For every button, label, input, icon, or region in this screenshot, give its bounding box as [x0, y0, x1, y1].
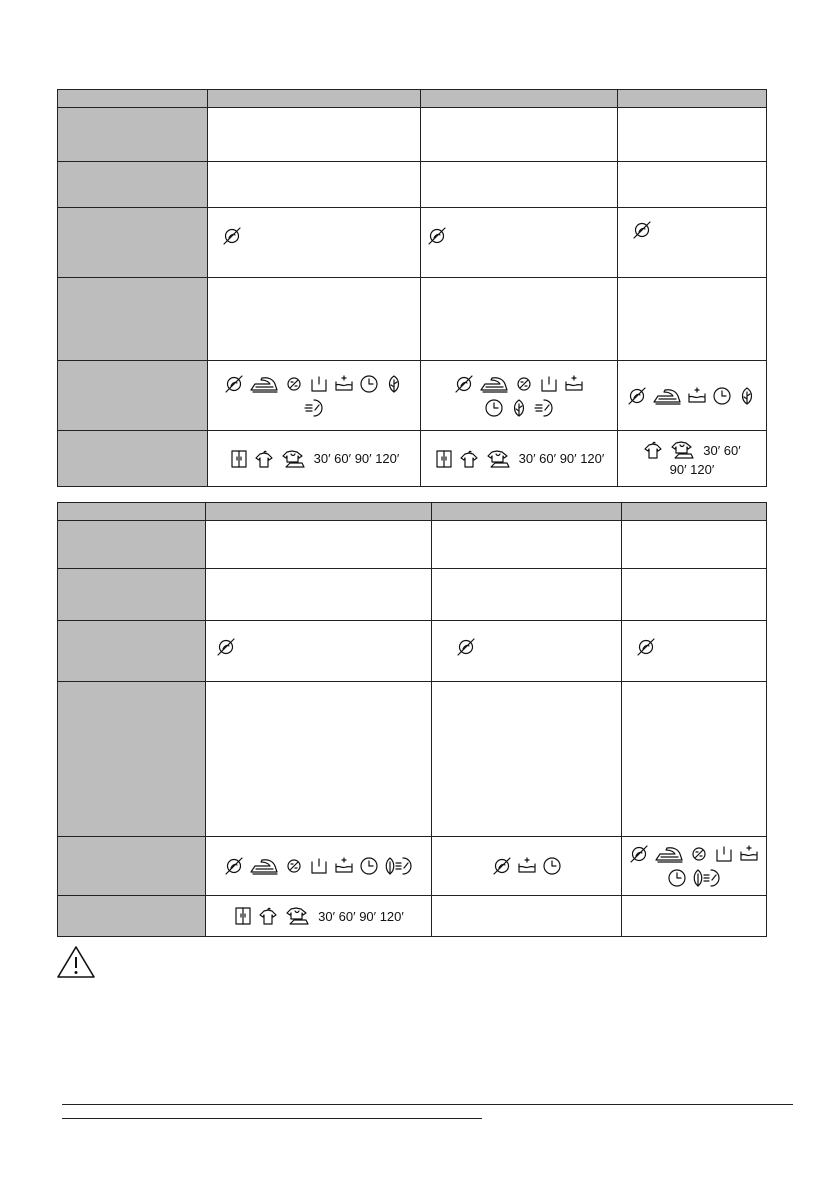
icon-group: [618, 216, 766, 244]
duration-options: 30′ 60′: [703, 442, 741, 458]
extra-rinse-icon: [334, 374, 354, 394]
row-label-cell: [58, 621, 206, 682]
table-cell: [618, 108, 767, 162]
table-cell: [208, 162, 421, 208]
no-spin-icon: [216, 637, 236, 657]
row-label-cell: [58, 569, 206, 621]
table-row: [58, 162, 767, 208]
table-row: [58, 431, 767, 487]
table-cell: [208, 208, 421, 278]
easy-iron-icon: [654, 844, 684, 864]
icon-group: [421, 222, 617, 250]
eco-leaf-icon: [737, 386, 757, 406]
footer-rule: [62, 1104, 793, 1105]
extra-rinse-icon: [564, 374, 584, 394]
quick-icon: [534, 398, 554, 418]
table-cell: [622, 896, 767, 937]
table-cell: [432, 682, 622, 837]
icon-set: [643, 440, 698, 460]
delay-timer-icon: [359, 374, 379, 394]
table-row: [58, 621, 767, 682]
delay-timer-icon: [542, 856, 562, 876]
table-header-row: [58, 90, 767, 108]
program-table-1: [57, 89, 767, 487]
header-cell: [622, 503, 767, 521]
icon-group: [208, 222, 420, 250]
table-cell: [206, 569, 432, 621]
eco-quick-icon: [384, 856, 414, 876]
table-cell: [622, 521, 767, 569]
table-cell: [618, 278, 767, 361]
table-cell: [622, 682, 767, 837]
icon-group: [432, 852, 621, 880]
shirt-hanger-icon: [258, 906, 278, 926]
table-cell: [206, 896, 432, 937]
no-spin-icon: [492, 856, 512, 876]
table-cell: [421, 162, 618, 208]
shirt-iron-icon: [279, 449, 309, 469]
no-spin-icon: [627, 386, 647, 406]
row-label-cell: [58, 521, 206, 569]
pre-wash-icon: [309, 374, 329, 394]
eco-leaf-icon: [509, 398, 529, 418]
extra-rinse-icon: [687, 386, 707, 406]
row-label-cell: [58, 208, 208, 278]
table-header-row: [58, 503, 767, 521]
table-cell: [622, 569, 767, 621]
table-row: [58, 896, 767, 937]
no-spin-icon: [456, 637, 476, 657]
row-label-cell: [58, 162, 208, 208]
table-cell: [618, 361, 767, 431]
pre-wash-icon: [714, 844, 734, 864]
eco-quick-icon: [692, 868, 722, 888]
table-cell: [622, 837, 767, 896]
shirt-hanger-icon: [254, 449, 274, 469]
row-label-cell: [58, 837, 206, 896]
icon-group: [618, 382, 766, 410]
row-label-cell: [58, 682, 206, 837]
no-spin-icon: [636, 637, 656, 657]
no-spin-icon: [454, 374, 474, 394]
easy-iron-icon: [249, 856, 279, 876]
table-cell: [421, 431, 618, 487]
icon-group: [622, 840, 766, 892]
icon-set: [229, 449, 309, 469]
table-cell: [432, 621, 622, 682]
delay-timer-icon: [667, 868, 687, 888]
icon-group: [432, 633, 621, 661]
extra-rinse-icon: [334, 856, 354, 876]
icon-group: [421, 370, 617, 422]
icon-group: [206, 852, 431, 880]
header-cell: [618, 90, 767, 108]
eco-leaf-icon: [384, 374, 404, 394]
cupboard-dry-icon: [434, 449, 454, 469]
table-cell: [432, 896, 622, 937]
icon-group: [421, 445, 617, 473]
row-label-cell: [58, 361, 208, 431]
header-cell: [58, 503, 206, 521]
header-cell: [208, 90, 421, 108]
no-spin-icon: [427, 226, 447, 246]
table-cell: [206, 521, 432, 569]
duration-options: 30′ 60′ 90′ 120′: [313, 451, 400, 466]
easy-iron-icon: [652, 386, 682, 406]
easy-iron-icon: [249, 374, 279, 394]
shirt-iron-icon: [283, 906, 313, 926]
row-label-cell: [58, 431, 208, 487]
table-cell: [421, 278, 618, 361]
delay-timer-icon: [359, 856, 379, 876]
footer-rule-short: [62, 1118, 482, 1119]
table-cell: [421, 208, 618, 278]
duration-options: 90′ 120′: [669, 462, 715, 477]
table-cell: [208, 278, 421, 361]
table-cell: [618, 431, 767, 487]
header-cell: [58, 90, 208, 108]
icon-set: [434, 449, 514, 469]
stain-icon: [689, 844, 709, 864]
pre-wash-icon: [539, 374, 559, 394]
stain-icon: [284, 374, 304, 394]
table-row: [58, 278, 767, 361]
row-label-cell: [58, 278, 208, 361]
header-cell: [421, 90, 618, 108]
cupboard-dry-icon: [233, 906, 253, 926]
delay-timer-icon: [484, 398, 504, 418]
warning-triangle-icon: [56, 945, 96, 979]
table-cell: [618, 162, 767, 208]
no-spin-icon: [224, 374, 244, 394]
table-cell: [421, 108, 618, 162]
table-cell: [432, 837, 622, 896]
table-cell: [206, 621, 432, 682]
shirt-iron-icon: [668, 440, 698, 460]
icon-group: [208, 445, 420, 473]
table-cell: [208, 361, 421, 431]
table-row: [58, 361, 767, 431]
icon-group: [206, 633, 431, 661]
table-row: [58, 108, 767, 162]
icon-group: [206, 902, 431, 930]
table-cell: [208, 431, 421, 487]
no-spin-icon: [629, 844, 649, 864]
quick-icon: [304, 398, 324, 418]
table-row: [58, 521, 767, 569]
table-cell: [208, 108, 421, 162]
extra-rinse-icon: [739, 844, 759, 864]
icon-group: [208, 370, 420, 422]
duration-options: 30′ 60′ 90′ 120′: [518, 451, 605, 466]
table-cell: [622, 621, 767, 682]
header-cell: [432, 503, 622, 521]
table-row: [58, 569, 767, 621]
pre-wash-icon: [309, 856, 329, 876]
row-label-cell: [58, 108, 208, 162]
no-spin-icon: [224, 856, 244, 876]
icon-set: [233, 906, 313, 926]
table-cell: [432, 569, 622, 621]
extra-rinse-icon: [517, 856, 537, 876]
easy-iron-icon: [479, 374, 509, 394]
header-cell: [206, 503, 432, 521]
no-spin-icon: [632, 220, 652, 240]
icon-group: [618, 436, 766, 481]
duration-options: 30′ 60′ 90′ 120′: [318, 908, 404, 924]
table-cell: [421, 361, 618, 431]
stain-icon: [284, 856, 304, 876]
table-cell: [206, 682, 432, 837]
shirt-hanger-icon: [459, 449, 479, 469]
shirt-hanger-icon: [643, 440, 663, 460]
icon-group: [622, 633, 766, 661]
delay-timer-icon: [712, 386, 732, 406]
shirt-iron-icon: [484, 449, 514, 469]
table-cell: [206, 837, 432, 896]
table-row: [58, 682, 767, 837]
table-row: [58, 208, 767, 278]
table-cell: [432, 521, 622, 569]
table-cell: [618, 208, 767, 278]
stain-icon: [514, 374, 534, 394]
table-row: [58, 837, 767, 896]
no-spin-icon: [222, 226, 242, 246]
cupboard-dry-icon: [229, 449, 249, 469]
program-table-2: [57, 502, 767, 937]
row-label-cell: [58, 896, 206, 937]
